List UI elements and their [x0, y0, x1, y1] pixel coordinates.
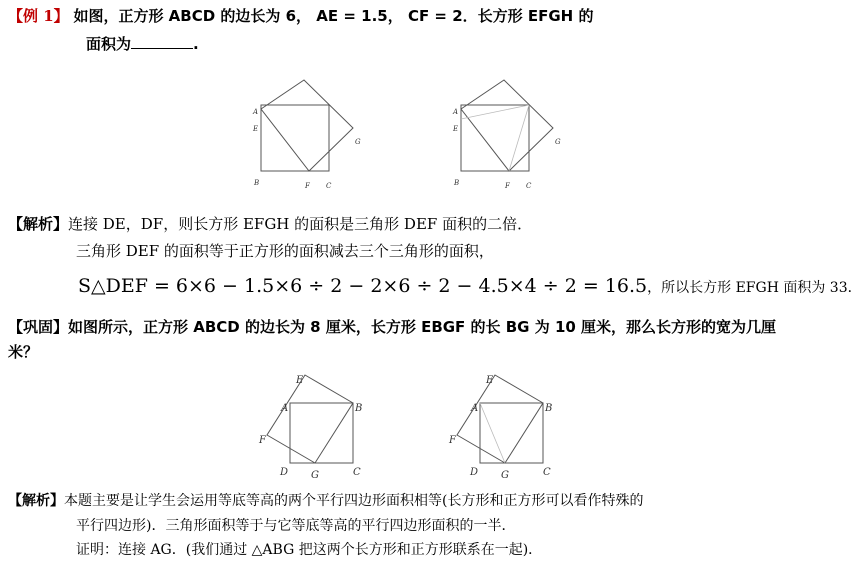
figure-1-left: [248, 76, 366, 192]
label-e: E: [453, 125, 459, 133]
segment-ag: [480, 403, 505, 463]
formula-conclusion: ，所以长方形 EFGH 面积为 33．: [647, 280, 862, 296]
solution-1-text-1: 连接 DE，DF，则长方形 EFGH 的面积是三角形 DEF 面积的二倍．: [68, 215, 533, 233]
solution-2-line-3: 证明：连接 AG．(我们通过 △ABG 把这两个长方形和正方形联系在一起)．: [76, 542, 543, 558]
solution-2-line-1: [8, 490, 643, 510]
label-e: E: [253, 125, 259, 133]
example-line-1: 如图，正方形 ABCD 的边长为 6， AE = 1.5， CF = 2．长方形 EFGH 的: [73, 7, 594, 25]
exercise-text-1: 如图所示，正方形 ABCD 的边长为 8 厘米，长方形 EBGF 的长 BG 为 10 厘米，那么长方形的宽为几厘: [68, 318, 777, 336]
solution-1-line-1: [8, 213, 532, 234]
label-f: F: [259, 435, 266, 446]
label-b: B: [454, 179, 460, 187]
exercise-line-1: [8, 316, 776, 337]
label-a: A: [453, 108, 459, 116]
label-f: F: [505, 182, 510, 190]
rectangle-ebgf: [267, 375, 353, 463]
solution-2-text-1: 本题主要是让学生会运用等底等高的两个平行四边形面积相等(长方形和正方形可以看作特殊的: [64, 493, 644, 509]
label-c: C: [326, 182, 332, 190]
label-b: B: [254, 179, 260, 187]
solution-2-line-2: 平行四边形)．三角形面积等于与它等底等高的平行四边形面积的一半．: [76, 518, 516, 534]
label-a: A: [471, 403, 479, 414]
label-d: D: [280, 467, 289, 478]
example-tag: 【例 1】: [8, 7, 69, 25]
label-g: G: [311, 470, 319, 481]
label-c: C: [353, 467, 361, 478]
label-b: B: [355, 403, 363, 414]
exercise-tag: 【巩固】: [8, 318, 69, 336]
exercise-line-2: 米？: [8, 343, 39, 361]
figure-2-left: [255, 370, 365, 482]
label-e: E: [486, 375, 494, 386]
rectangle-ebgf: [457, 375, 543, 463]
example-heading: [8, 5, 593, 26]
answer-blank: [131, 34, 193, 49]
figure-2-right: [445, 370, 555, 482]
example-line-2-end: .: [193, 35, 199, 53]
solution-1-formula-line: [78, 275, 862, 297]
label-g: G: [355, 138, 361, 146]
label-c: C: [526, 182, 532, 190]
label-c: C: [543, 467, 551, 478]
label-d: D: [470, 467, 479, 478]
solution-2-tag: 【解析】: [8, 493, 64, 509]
area-formula: S△DEF = 6×6 − 1.5×6 ÷ 2 − 2×6 ÷ 2 − 4.5×4 ÷ 2 = 16.5: [78, 275, 648, 297]
solution-1-tag: 【解析】: [8, 215, 69, 233]
rectangle-efgh: [261, 80, 353, 171]
figure-1-right: [448, 76, 566, 192]
label-a: A: [253, 108, 259, 116]
example-line-2-text: 面积为: [86, 35, 132, 53]
label-e: E: [296, 375, 304, 386]
segment-de: [461, 105, 529, 119]
label-f: F: [449, 435, 456, 446]
rectangle-efgh: [461, 80, 553, 171]
label-a: A: [281, 403, 289, 414]
solution-1-line-2: 三角形 DEF 的面积等于正方形的面积减去三个三角形的面积，: [76, 242, 494, 260]
label-b: B: [545, 403, 553, 414]
label-g: G: [501, 470, 509, 481]
label-f: F: [305, 182, 310, 190]
example-line-2: [86, 33, 199, 54]
label-g: G: [555, 138, 561, 146]
